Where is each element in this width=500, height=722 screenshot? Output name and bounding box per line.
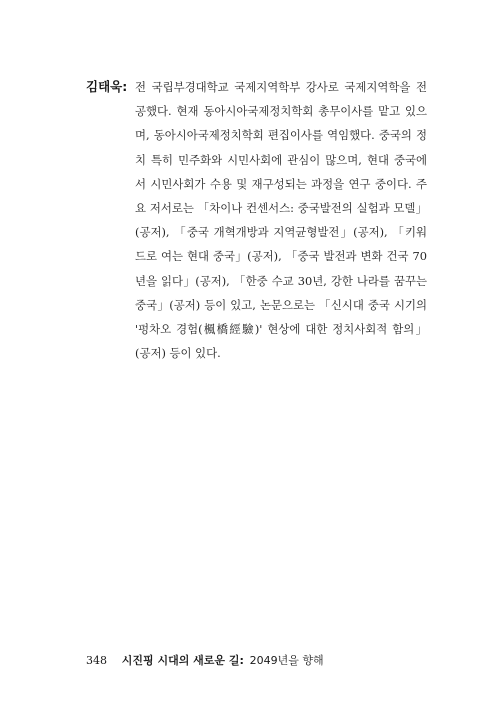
author-bio-text: 전 국립부경대학교 국제지역학부 강사로 국제지역학을 전공했다. 현재 동아시아국제정치학회 총무이사를 맡고 있으며, 동아시아국제정치학회 편집이사를 역임했다. 중국의 정치 특히 민주화와 시민사회에 관심이 많으며, 현대 중국에서 시민사회가 수용 및 재구성되는 과정을 연구 중이다. 주요 저서로는 「차이나 컨센서스: 중국발전의 실험과 모델」(공저), 「중국 개혁개방과 지역균형발전」(공저), 「키워드로 여는 현대 중국」(공저), 「중국 발전과 변화 건국 70년을 읽다」(공저), 「한중 수교 30년, 강한 나라를 꿈꾸는 중국」(공저) 등이 있고, 논문으로는 「신시대 중국 시기의 '펑차오 경험(楓橋經驗)' 현상에 대한 정치사회적 함의」(공저) 등이 있다. [135, 80, 427, 361]
author-name: 김태욱: [86, 79, 128, 94]
running-subtitle: 2049년을 향해 [249, 654, 324, 667]
page-footer [86, 654, 324, 668]
running-title: 시진핑 시대의 새로운 길: [121, 654, 244, 667]
page-number: 348 [86, 654, 107, 667]
